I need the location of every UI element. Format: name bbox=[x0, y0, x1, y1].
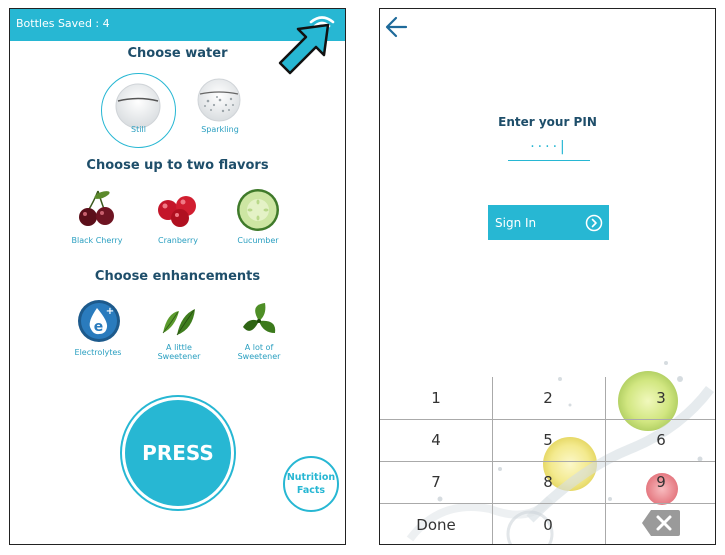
key-7[interactable]: 7 bbox=[431, 473, 441, 491]
choose-water-title: Choose water bbox=[127, 46, 228, 61]
cucumber-icon[interactable] bbox=[236, 188, 280, 232]
key-6[interactable]: 6 bbox=[656, 431, 666, 449]
key-delete[interactable] bbox=[605, 504, 716, 545]
lot-sweetener-label-line1: A lot of bbox=[244, 343, 274, 352]
key-4[interactable]: 4 bbox=[431, 431, 441, 449]
little-sweetener-label-line1: A little bbox=[166, 343, 192, 352]
key-0[interactable]: 0 bbox=[543, 516, 553, 534]
still-label: Still bbox=[131, 125, 146, 134]
little-sweetener-label-line2: Sweetener bbox=[157, 352, 201, 361]
pin-title: Enter your PIN bbox=[498, 115, 597, 129]
key-9[interactable]: 9 bbox=[656, 473, 666, 491]
key-8[interactable]: 8 bbox=[543, 473, 553, 491]
electrolytes-label: Electrolytes bbox=[74, 348, 122, 357]
triple-leaf-icon[interactable] bbox=[239, 301, 279, 341]
electrolytes-icon[interactable] bbox=[77, 299, 121, 343]
cranberry-icon[interactable] bbox=[155, 192, 201, 228]
pin-screen bbox=[379, 8, 716, 545]
sign-in-button[interactable] bbox=[488, 205, 609, 240]
nutrition-label-line1: Nutrition bbox=[286, 472, 336, 483]
key-5[interactable]: 5 bbox=[543, 431, 553, 449]
press-button[interactable]: PRESS bbox=[122, 397, 234, 509]
key-3[interactable]: 3 bbox=[656, 389, 666, 407]
cucumber-label: Cucumber bbox=[237, 236, 279, 245]
backspace-icon bbox=[641, 508, 681, 542]
order-screen bbox=[9, 8, 346, 545]
chevron-right-circle-icon bbox=[585, 214, 603, 235]
key-1[interactable]: 1 bbox=[431, 389, 441, 407]
black-cherry-label: Black Cherry bbox=[71, 236, 123, 245]
leaf-icon[interactable] bbox=[159, 305, 199, 339]
back-arrow-icon[interactable] bbox=[384, 15, 410, 43]
sparkling-label: Sparkling bbox=[201, 125, 239, 134]
svg-text:+: + bbox=[105, 306, 115, 317]
cranberry-label: Cranberry bbox=[157, 236, 199, 245]
svg-text:e: e bbox=[93, 319, 104, 335]
pin-input[interactable]: ····| bbox=[508, 139, 590, 161]
pin-dots: ···· bbox=[530, 139, 561, 155]
bottles-saved-label: Bottles Saved : 4 bbox=[16, 17, 110, 30]
numeric-keypad bbox=[380, 377, 715, 545]
lot-sweetener-label-line2: Sweetener bbox=[237, 352, 281, 361]
choose-enhancements-title: Choose enhancements bbox=[94, 269, 261, 284]
sign-in-label: Sign In bbox=[495, 215, 537, 230]
nutrition-label-line2: Facts bbox=[296, 485, 326, 496]
choose-flavors-title: Choose up to two flavors bbox=[86, 158, 269, 173]
nutrition-facts-button[interactable] bbox=[283, 456, 339, 512]
sparkling-water-icon[interactable] bbox=[196, 77, 242, 123]
key-2[interactable]: 2 bbox=[543, 389, 553, 407]
cherry-icon[interactable] bbox=[76, 187, 118, 229]
still-water-icon bbox=[113, 81, 163, 131]
key-done[interactable]: Done bbox=[416, 516, 456, 534]
